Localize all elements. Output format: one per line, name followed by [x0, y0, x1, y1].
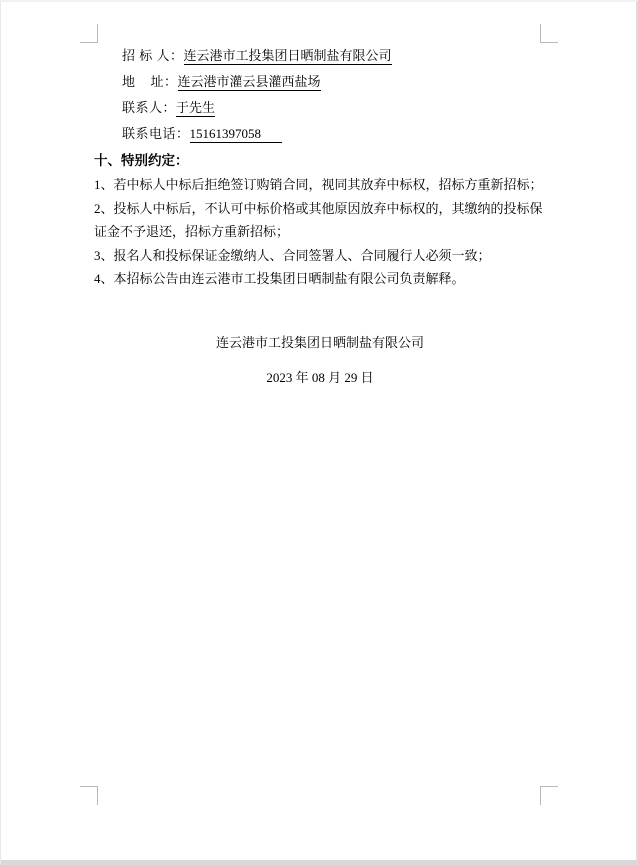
term-line-4: 4、本招标公告由连云港市工投集团日晒制盐有限公司负责解释。	[94, 271, 465, 286]
signature-company: 连云港市工投集团日晒制盐有限公司	[215, 334, 424, 350]
page-corner-mark-top-right	[540, 24, 558, 43]
phone-value: 15161397058	[190, 126, 283, 143]
address-value: 连云港市灌云县灌西盐场	[177, 74, 321, 89]
contact-person-value: 于先生	[176, 100, 216, 115]
phone-field	[94, 121, 546, 147]
page-corner-mark-bottom-left	[80, 786, 98, 805]
page-bottom-edge	[1, 860, 636, 865]
bidder-field	[94, 43, 546, 69]
bidder-label: 招 标 人：	[122, 48, 184, 63]
document-content[interactable]	[94, 43, 546, 390]
term-line-1: 1、若中标人中标后拒绝签订购销合同，视同其放弃中标权，招标方重新招标；	[94, 177, 543, 192]
address-label: 地 址：	[122, 74, 178, 89]
signature-date: 2023 年 08 月 29 日	[266, 369, 374, 385]
contact-person-label: 联系人：	[122, 100, 177, 115]
address-field	[94, 69, 546, 95]
phone-label: 联系电话：	[122, 126, 190, 141]
special-terms-heading: 十、特别约定：	[94, 153, 189, 168]
page-corner-mark-top-left	[80, 24, 98, 43]
term-line-2-continued: 证金不予退还，招标方重新招标；	[94, 224, 290, 239]
page-corner-mark-bottom-right	[540, 786, 558, 805]
bidder-value: 连云港市工投集团日晒制盐有限公司	[183, 48, 392, 63]
contact-person-field	[94, 95, 546, 121]
term-line-3: 3、报名人和投标保证金缴纳人、合同签署人、合同履行人必须一致；	[94, 247, 491, 263]
term-line-2: 2、投标人中标后，不认可中标价格或其他原因放弃中标权的，其缴纳的投标保	[94, 200, 543, 216]
